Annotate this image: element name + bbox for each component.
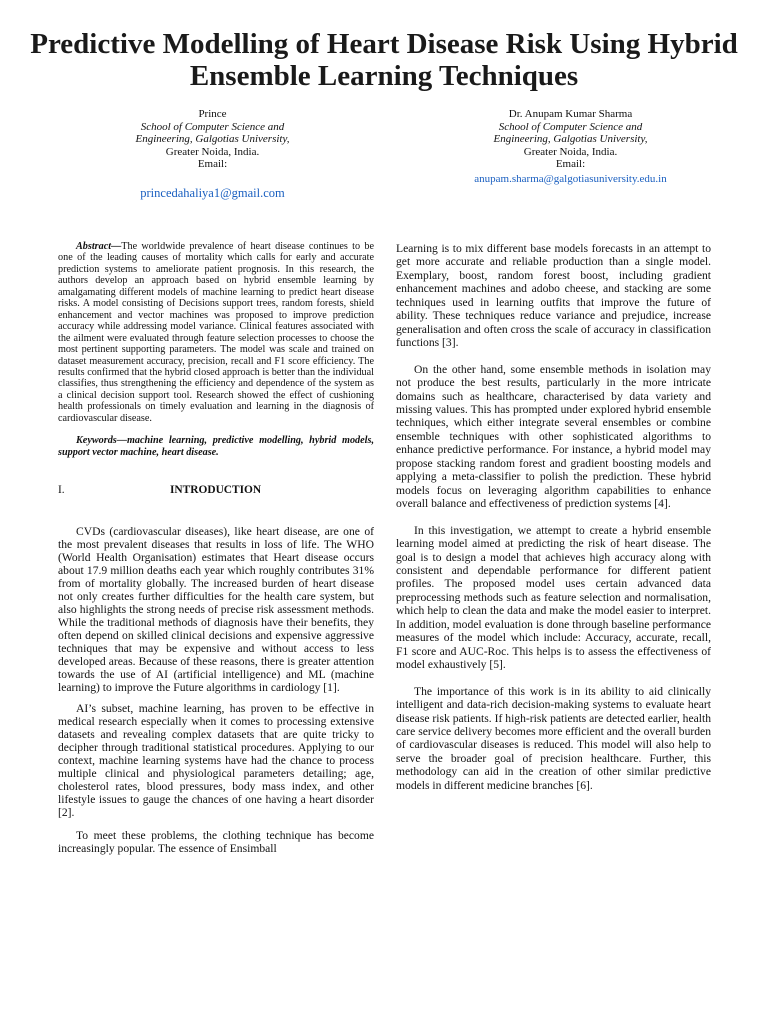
author-name: Dr. Anupam Kumar Sharma <box>508 108 633 120</box>
abstract-label: Abstract— <box>76 241 122 252</box>
body-paragraph: The importance of this work is in its ability to aid clinically intelligent and data-rich decision-making systems to evaluate heart disease risk patients. If high-risk patients are detected earlier, health care service delivery becomes more efficient and the overall burden of cardiovascular diseases is reduced. This model will also help to serve the broader goal of precision healthcare. Further, this methodology can aid in the creation of other similar predictive models in different medicine branches [6]. <box>396 684 711 792</box>
left-column <box>58 241 374 855</box>
author-block-2 <box>443 108 698 186</box>
body-paragraph: Learning is to mix different base models forecasts in an attempt to get more accurate and reliable production than a single model. Exemplary, boost, random forest boost, including gradient enhancement machines and adobo cheese, and stacking are some techniques used in learning outfits that improve the future of ability. These techniques reduce variance and prejudice, increase generalisation and often cross the scale of accuracy in classification functions [3]. <box>396 242 711 350</box>
author-email-link[interactable]: anupam.sharma@galgotiasuniversity.edu.in <box>474 172 667 185</box>
body-paragraph: On the other hand, some ensemble methods in isolation may not produce the best results, particularly in the more intricate domains such as healthcare, characterised by data variety and missing values. This has prompted under explored hybrid ensemble techniques, which either integrate several ensembles or combine ensemble techniques with other sophisticated algorithms to enhance predictive performance. For instance, a hybrid model may propose stacking random forest and gradient boosting models and applying a meta-classifier to polish the prediction. These hybrid models focus on leveraging algorithm capabilities to enhance overall balance and effectiveness of prediction systems [4]. <box>396 362 711 511</box>
body-paragraph: CVDs (cardiovascular diseases), like heart disease, are one of the most prevalent diseases that results in loss of life. The WHO (World Health Organisation) estimates that Heart disease occurs about 17.9 million deaths each year which roughly contributes 31% from of mortality globally. The increased burden of heart disease not only creates further difficulties for the health care system, but also highlights the strong needs of precise risk assessment methods. While the traditional methods of diagnosis have their benefits, they often depend on skilled clinical decisions and expensive aggressive techniques that may be expensive and without access to less developed areas. Because of these reasons, there is greater attention towards the use of AI (artificial intelligence) and ML (machine learning) to improve the Future algorithms in cardiology [1]. <box>58 524 374 694</box>
author-city: Greater Noida, India. <box>165 145 260 158</box>
author-affiliation-line: Engineering, Galgotias University, <box>493 133 648 146</box>
author-affiliation-line: Engineering, Galgotias University, <box>135 133 290 146</box>
author-email-label: Email: <box>197 158 228 171</box>
author-name: Prince <box>198 108 227 120</box>
section-heading <box>58 484 374 497</box>
paper-title: Predictive Modelling of Heart Disease Risk Using Hybrid Ensemble Learning Techniques <box>30 28 738 92</box>
author-affiliation-line: School of Computer Science and <box>498 120 643 133</box>
section-number: I. <box>58 484 65 497</box>
author-city: Greater Noida, India. <box>523 145 618 158</box>
author-block-1 <box>100 108 325 200</box>
body-paragraph: To meet these problems, the clothing technique has become increasingly popular. The essence of Ensimball <box>58 828 374 855</box>
author-email-link[interactable]: princedahaliya1@gmail.com <box>140 185 285 200</box>
right-column <box>396 242 711 792</box>
author-affiliation-line: School of Computer Science and <box>140 120 285 133</box>
body-paragraph: In this investigation, we attempt to create a hybrid ensemble learning model aimed at predicting the risk of heart disease. The goal is to design a model that achieves high accuracy along with consistent and dependable performance for different patient profiles. The proposed model uses certain advanced data preprocessing methods such as feature selection and normalisation, which help to clean the data and make the model easier to interpret. In addition, model evaluation is done through baseline performance measures of the model which include: Accuracy, accurate, recall, F1 score and AUC-Roc. This helps is to assess the effectiveness of model exhaustively [5]. <box>396 523 711 672</box>
body-paragraph: AI’s subset, machine learning, has proven to be effective in medical research especially when it comes to processing extensive datasets and revealing complex datasets that are quite tricky to decipher through traditional statistical procedures. Applying to our context, machine learning systems have had the chance to process multiple clinical and physiological parameters detailing; age, cholesterol rates, blood pressures, body mass index, and other lifestyle issues to gauge the chances of one having a heart disorder [2]. <box>58 701 374 819</box>
keywords: Keywords—machine learning, predictive modelling, hybrid models, support vector machine, heart disease. <box>58 435 374 458</box>
section-title: INTRODUCTION <box>170 484 262 497</box>
abstract-text: The worldwide prevalence of heart disease continues to be one of the leading causes of mortality which calls for early and accurate prediction systems to ameliorate patient prognosis. In this research, the authors develop an approach based on hybrid ensemble learning by amalgamating different models of machine learning to predict heart disease risks. A model consisting of Decisions support trees, random forests, shield enhancement and vector machines was proposed to improve prediction accuracy while addressing model variance. Clinical features associated with the ailment were evaluated through feature selection processes to choose the most pertinent supporting parameters. The model was scale and trained on dataset measurement accuracy, precision, recall and F1 score efficiency. The results confirmed that the hybrid closed approach is better than the individual classifies, thus strengthening the efficiency and dependence of the system as a clinical decision support tool. Research showed the effect of cushioning health professionals on timely evaluation and learning in the diagnosis of cardiovascular disease. <box>58 241 374 424</box>
abstract <box>58 241 374 424</box>
author-email-label: Email: <box>555 158 586 171</box>
